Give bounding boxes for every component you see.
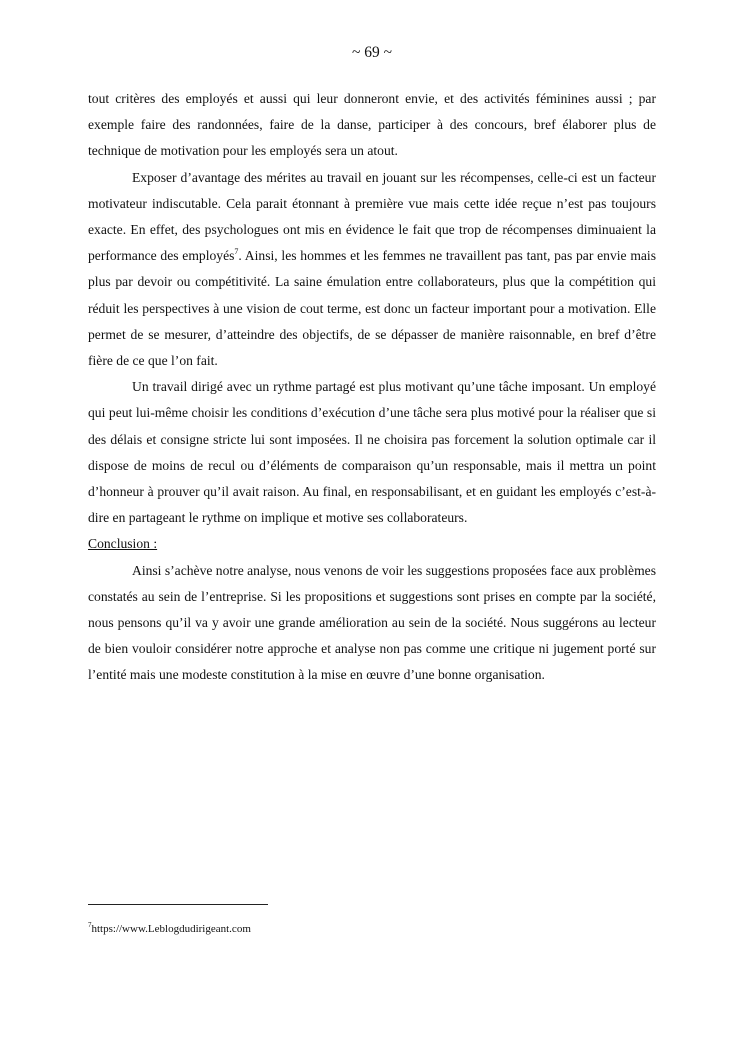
body-text <box>88 86 656 689</box>
footnote-link[interactable]: https://www.Leblogdudirigeant.com <box>91 923 251 935</box>
paragraph-2-part-2: . Ainsi, les hommes et les femmes ne travaillent pas tant, pas par envie mais plus par devoir ou compétitivité. La saine émulation entre collaborateurs, plus que la compétition qui réduit les perspectives à une vision de cout terme, est donc un facteur important pour a motivation. Elle permet de se mesurer, d’atteindre des objectifs, de se dépasser de manière raisonnable, en bref d’être fière de ce que l’on fait. <box>88 248 656 369</box>
footnote-marker: 7 <box>88 921 92 929</box>
paragraph-2 <box>88 165 656 375</box>
conclusion-heading: Conclusion : <box>88 536 158 552</box>
page-number: ~ 69 ~ <box>351 44 393 61</box>
paragraph-4: Ainsi s’achève notre analyse, nous venons de voir les suggestions proposées face aux problèmes constatés au sein de l’entreprise. Si les propositions et suggestions sont prises en compte par la société, nous pensons qu’il va y avoir une grande amélioration au sein de la société. Nous suggérons au lecteur de bien vouloir considérer notre approche et analyse non pas comme une critique ni jugement porté sur l’entité mais une modeste constitution à la mise en œuvre d’une bonne organisation. <box>88 562 656 683</box>
footnote <box>88 922 251 936</box>
paragraph-2-part-1: Exposer d’avantage des mérites au travail en jouant sur les récompenses, celle-ci est un facteur motivateur indiscutable. Cela parait étonnant à première vue mais cette idée reçue n’est pas toujours exacte. En effet, des psychologues ont mis en évidence le fait que trop de récompenses diminuaient la performance des employés <box>88 169 656 264</box>
footnote-separator <box>88 904 268 905</box>
footnote-reference[interactable]: 7 <box>234 247 239 257</box>
paragraph-3: Un travail dirigé avec un rythme partagé est plus motivant qu’une tâche imposant. Un employé qui peut lui-même choisir les conditions d’exécution d’une tâche sera plus motivé pour la réaliser que si des délais et consigne stricte lui sont imposées. Il ne choisira pas forcement la solution optimale car il dispose de moins de recul ou d’éléments de comparaison qu’un responsable, mais il mettra un point d’honneur à prouver qu’il avait raison. Au final, en responsabilisant, et en guidant les employés c’est-à-dire en partageant le rythme on implique et motive ses collaborateurs. <box>88 379 656 526</box>
paragraph-1: tout critères des employés et aussi qui leur donneront envie, et des activités féminines aussi ; par exemple faire des randonnées, faire de la danse, participer à des concours, bref élaborer plus de technique de motivation pour les employés sera un atout. <box>88 91 656 159</box>
